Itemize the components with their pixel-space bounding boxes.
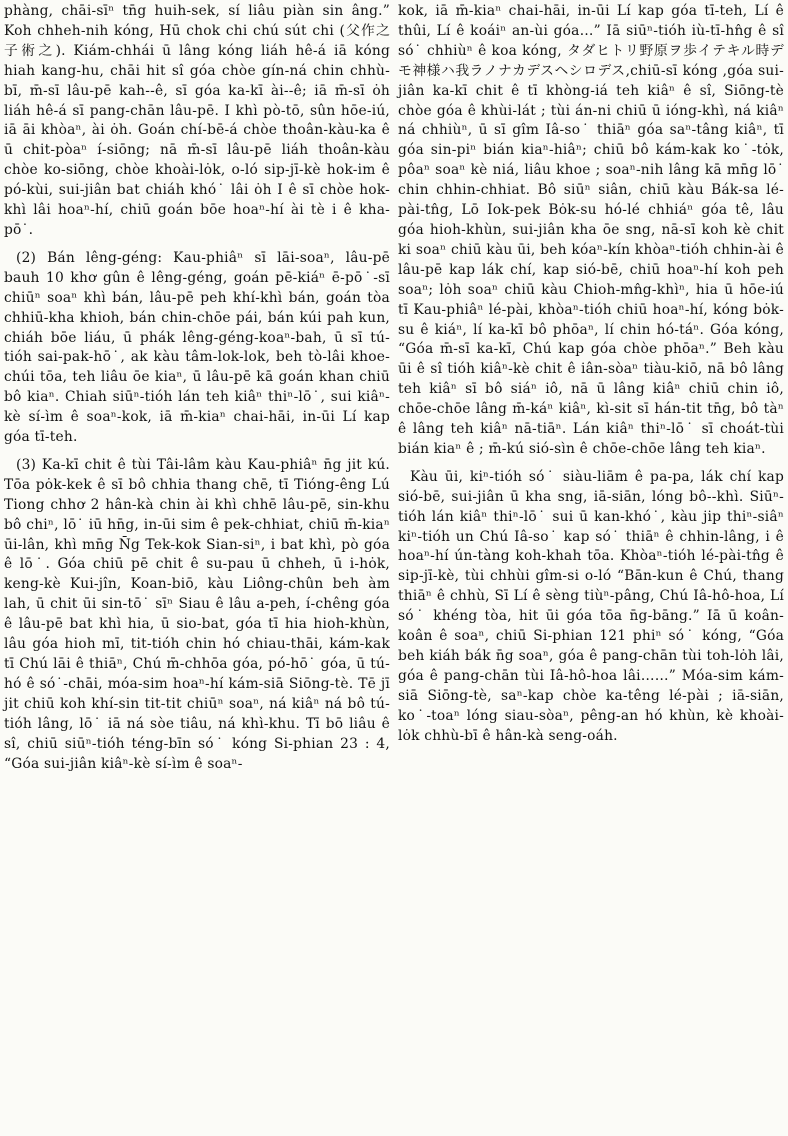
left-column bbox=[4, 2, 390, 774]
paragraph-intro: phàng, chāi-sīⁿ tn̄g huih-sek, sí liâu piàn sin âng.” Koh chheh-nih kóng, Hū chok chi chú sút chi (父作之子術之). Kiám-chhái ū lâng kóng liáh hê-á iā kóng hiah kang-hu, chāi hit sî góa chòe gín-ná chin chhù-bī, m̄-sī lâu-pē kah--ê, sī góa ka-kī ài--ê; iā m̄-sī ȯh liáh hê-á sī pang-chān lâu-pē. I khì pò-tō, sûn hōe-iú, iā āi khòaⁿ, ài ȯh. Goán chí-bē-á chòe thoân-kàu-ka ê ū chit-pòaⁿ í-siōng; nā m̄-sī lâu-pē liáh thoân-kàu chòe ko-siōng, chòe khoài-lȯk, o-ló sip-jī-kè hok-im ê pó-kùi, sui-jiân bat chiáh khó˙ lâi ȯh I ê sī chòe hok-khì lâi hoaⁿ-hí, chiū goán bōe hoaⁿ-hí ài tè i ê kha-pō˙. bbox=[4, 3, 390, 238]
paragraph-continuation: kok, iā m̄-kiaⁿ chai-hāi, in-ūi Lí kap góa tī-teh, Lí ê thûi, Lí ê koáiⁿ an-ùi góa…” Iā siūⁿ-tióh iù-tī-hn̂g ê sî só˙ chhiùⁿ ê koa kóng, タダヒトリ野原ヲ歩イテキル時デモ神様ハ我ラノナカデスヘシロデス,chiū-sī kóng ,góa sui-jiân ka-kī chit ê tī khòng-iá teh kiâⁿ ê sî, Siōng-tè chòe góa ê khùi-lát ; tùi án-ni chiū ū ióng-khì, ná kiâⁿ ná chhiùⁿ, ū sī gîm Iâ-so˙ thiāⁿ góa saⁿ-tâng kiâⁿ, tī góa sin-piⁿ bián kiaⁿ-hiâⁿ; chiū bô kám-kak ko˙-tȯk, pôaⁿ soaⁿ kè niá, liâu khoe ; soaⁿ-nih lâng kā mn̄g lō˙ chin chhin-chhiat. Bô siūⁿ siân, chiū kàu Bák-sa lé-pài-tn̂g, Lō Iok-pek Bȯk-su hó-lé chhiáⁿ góa tê, lâu góa hioh-khùn, sui-jiân kha ōe sng, nā-sī koh kè chit ki soaⁿ chiū kàu ūi, beh kóaⁿ-kín khòaⁿ-tióh chhin-ài ê lâu-pē kap lák chí, kap sió-bē, chiū hoaⁿ-hí koh peh soaⁿ; lȯh soaⁿ chiū kàu Chioh-mn̂g-khìⁿ, hia ū hōe-iú tī Kau-phiâⁿ lé-pài, khòaⁿ-tióh chiū hoaⁿ-hí, kóng bȯk-su ê kiáⁿ, lí ka-kī bô phōaⁿ, lí chin hó-táⁿ. Góa kóng, “Góa m̄-sī ka-kī, Chú kap góa chòe phōaⁿ.” Beh kàu ūi ê sî tióh kiâⁿ-kè chit ê iân-sòaⁿ tiàu-kiō, nā bô lâng teh kiâⁿ sī bô siáⁿ iô, nā ū lâng kiâⁿ chiū chin iô, chōe-chōe lâng m̄-káⁿ kiâⁿ, kì-sit sī hán-tit tn̄g, bô tàⁿ ê lâng teh kiâⁿ nā-tiāⁿ. Lán kiâⁿ thiⁿ-lō˙ sī choát-tùi bián kiaⁿ ê ; m̄-kú sió-sìn ê chōe-chōe lâng teh kiaⁿ. bbox=[398, 3, 784, 457]
paragraph-section-3: (3) Ka-kī chit ê tùi Tâi-lâm kàu Kau-phiâⁿ n̄g jit kú. Tōa pȯk-kek ê sī bô chhia thang chē, tī Tióng-êng Lú Tiong chhơ 2 hân-kà chin ài khì chhē lâu-pē, sin-khu bô chiⁿ, lō˙ iū hn̄g, in-ūi sim ê pek-chhiat, chiū m̄-kiaⁿ ūi-lân, khì mn̄g N̄g Tek-kok Sian-siⁿ, i bat khì, pò góa ê lō˙. Góa chiū pē chit ê su-pau ū chheh, ū i-hȯk, keng-kè Kui-jîn, Koan-biō, kàu Liông-chûn beh àm lah, ū chit ūi sin-tō˙ sīⁿ Siau ê lâu a-peh, í-chêng góa ê lâu-pē bat khì hia, ū sio-bat, góa tī hia hioh-khùn, lâu góa hioh mī, tit-tióh chin hó chiau-thāi, kám-kak tī Chú lāi ê thiāⁿ, Chú m̄-chhōa góa, pó-hō˙ góa, ū tú-hó ê só˙-chāi, móa-sim hoaⁿ-hí kám-siā Siōng-tè. Tē jī jit chiū koh khí-sin tit-tit chiūⁿ soaⁿ, ná kiâⁿ ná bô tú-tióh lâng, lō˙ iā ná sòe tiâu, ná khì-khu. Tī bō liâu ê sî, chiū siūⁿ-tióh téng-bīn só˙ kóng Si-phian 23 : 4, “Góa sui-jiân kiâⁿ-kè sí-ìm ê soaⁿ- bbox=[4, 456, 390, 772]
right-column bbox=[398, 2, 784, 747]
paragraph-arrival: Kàu ūi, kiⁿ-tióh só˙ siàu-liām ê pa-pa, lák chí kap sió-bē, sui-jiân ū kha sng, iā-siān, lóng bô--khì. Siūⁿ-tióh lán kiâⁿ thiⁿ-lō˙ sui ū kan-khó˙, kàu jip thiⁿ-siâⁿ kiⁿ-tióh un Chú Iâ-so˙ kap só˙ thiāⁿ ê chhin-lâng, i ê hoaⁿ-hí ún-tàng koh-khah tōa. Khòaⁿ-tióh lé-pài-tn̂g ê sip-jī-kè, tùi chhùi gîm-si o-ló “Bān-kun ê Chú, thang thiāⁿ ê chhù, Sī Lí ê sèng tiùⁿ-pâng, Chú Iâ-hô-hoa, Lí só˙ khéng tòa, hit ūi góa tōa n̄g-bāng.” Iā ū koân-koân ê soaⁿ, chiū Si-phian 121 phiⁿ só˙ kóng, “Góa beh kiáh bák n̄g soaⁿ, góa ê pang-chān tùi toh-lȯh lâi, góa ê pang-chān tùi Iâ-hô-hoa lâi……” Móa-sim kám-siā Siōng-tè, saⁿ-kap chòe ka-têng lé-pài ; iā-siān, ko˙-toaⁿ lóng siau-sòaⁿ, pêng-an hó khùn, kè khoài-lȯk chhù-bī ê hân-kà seng-oáh. bbox=[398, 468, 784, 744]
paragraph-section-2: (2) Bán lêng-géng: Kau-phiâⁿ sī lāi-soaⁿ, lâu-pē bauh 10 khơ gûn ê lêng-géng, goán pē-kiáⁿ ē-pō˙-sī chiūⁿ soaⁿ khì bán, lâu-pē peh khí-khì bán, goán tòa chhiū-kha khioh, bán chin-chōe pái, bán kúi pah kun, chiáh bōe liáu, ū phák lêng-géng-koaⁿ-bah, ū sī tú-tióh sai-pak-hō˙, ak kàu tâm-lok-lok, beh tò-lâi khoe-chúi tōa, teh liâu ōe kiaⁿ, ū lâu-pē kā goán khan chiū bô kiaⁿ. Chiah siūⁿ-tióh lán teh kiâⁿ thiⁿ-lō˙, sui kiâⁿ-kè sí-ìm ê soaⁿ-kok, iā m̄-kiaⁿ chai-hāi, in-ūi Lí kap góa tī-teh. bbox=[4, 249, 390, 446]
